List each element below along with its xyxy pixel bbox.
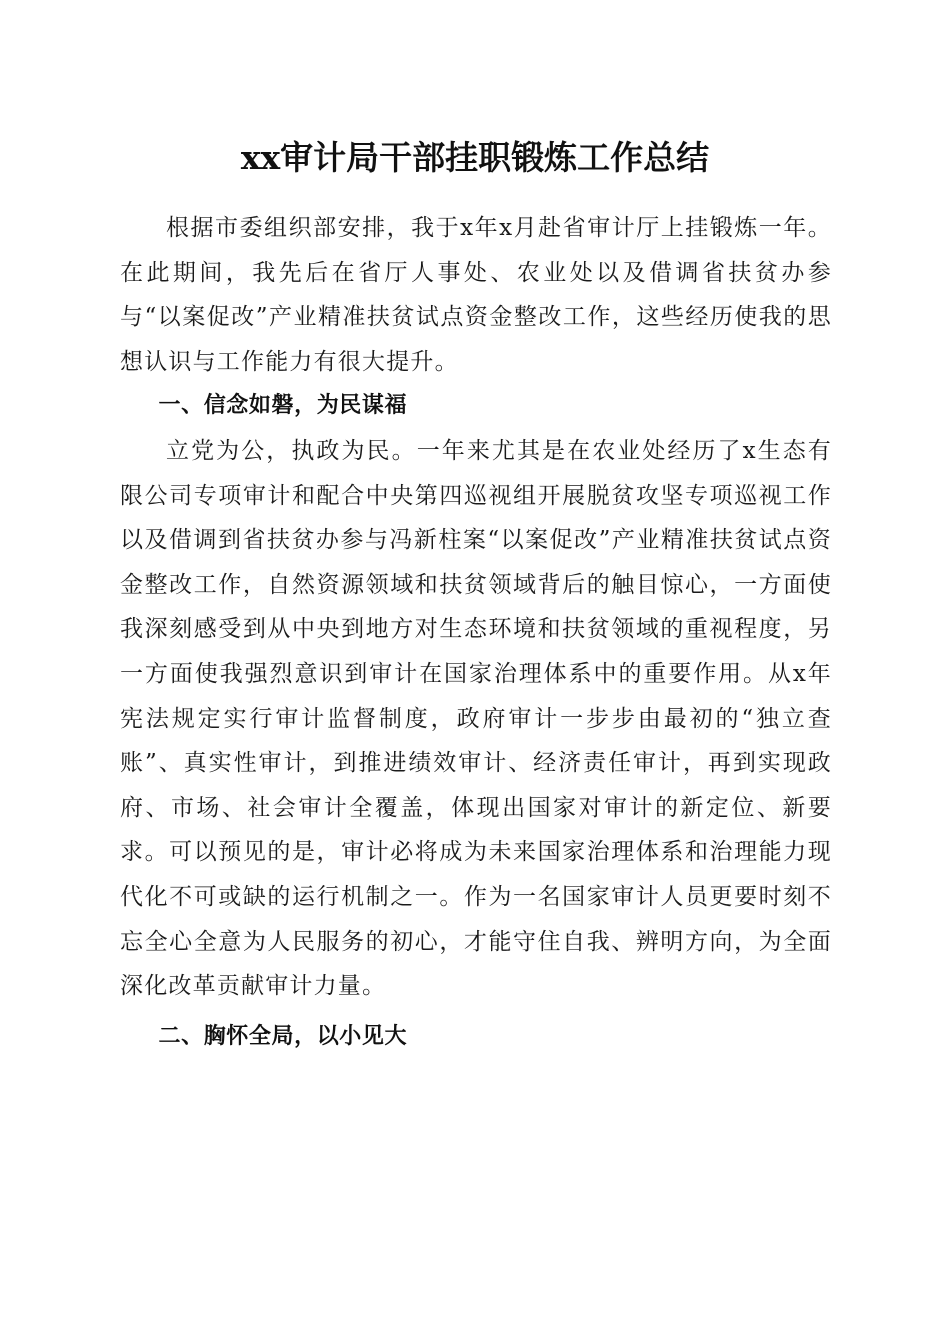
- section-heading-2: 二、胸怀全局，以小见大: [158, 1023, 408, 1049]
- section-body-1: 立党为公，执政为民。一年来尤其是在农业处经历了x生态有限公司专项审计和配合中央第四巡视组开展脱贫攻坚专项巡视工作以及借调到省扶贫办参与冯新柱案“以案促改”产业精准扶贫试点资金整改工作，自然资源领域和扶贫领域背后的触目惊心，一方面使我深刻感受到从中央到地方对生态环境和扶贫领域的重视程度，另一方面使我强烈意识到审计在国家治理体系中的重要作用。从x年宪法规定实行审计监督制度，政府审计一步步由最初的“独立查账”、真实性审计，到推进绩效审计、经济责任审计，再到实现政府、市场、社会审计全覆盖，体现出国家对审计的新定位、新要求。可以预见的是，审计必将成为未来国家治理体系和治理能力现代化不可或缺的运行机制之一。作为一名国家审计人员更要时刻不忘全心全意为人民服务的初心，才能守住自我、辨明方向，为全面深化改革贡献审计力量。: [120, 437, 832, 1000]
- document-title: xx审计局干部挂职锻炼工作总结: [240, 138, 710, 177]
- section-heading-1: 一、信念如磐，为民谋福: [158, 393, 408, 419]
- intro-paragraph: 根据市委组织部安排，我于x年x月赴省审计厅上挂锻炼一年。在此期间，我先后在省厅人事处、农业处以及借调省扶贫办参与“以案促改”产业精准扶贫试点资金整改工作，这些经历使我的思想认识与工作能力有很大提升。: [120, 215, 832, 375]
- document-body: [120, 206, 832, 1059]
